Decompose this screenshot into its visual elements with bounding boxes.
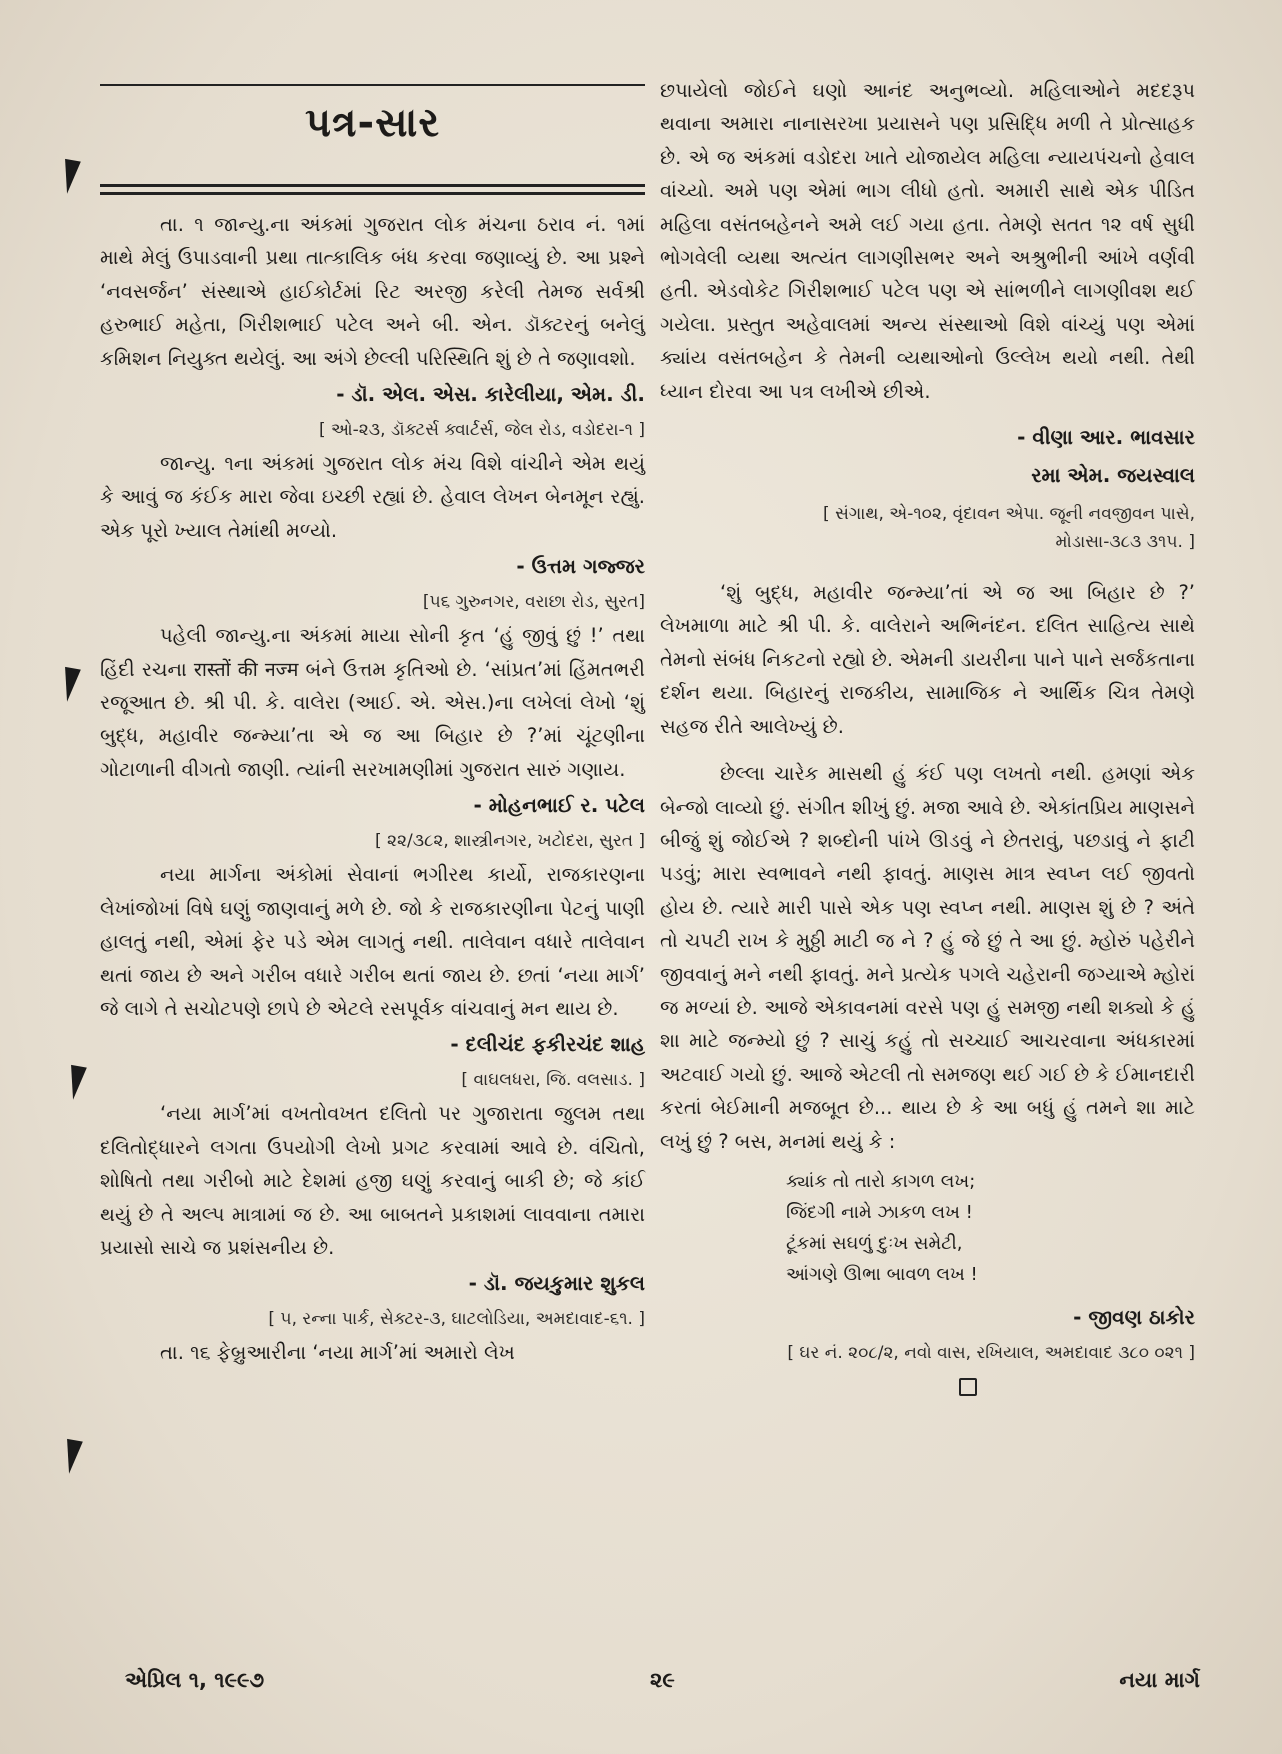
letter-signature: - વીણા આર. ભાવસાર [1017,425,1195,450]
letter-signature: - ડૉ. જયકુમાર શુકલ [468,1271,645,1296]
issue-date: એપ્રિલ ૧, ૧૯૯૭ [125,1668,265,1692]
letter [100,1097,645,1336]
letter-address: [ ઓ-૨૩, ડૉક્ટર્સ ક્વાર્ટર્સ, જેલ રોડ, વડોદરા-૧ ] [319,420,645,441]
letter-signature: - મોહનભાઈ ર. પટેલ [473,793,645,818]
left-column [100,208,645,1370]
end-mark-icon [959,1378,977,1396]
letter-body: છેલ્લા ચારેક માસથી હું કંઈ પણ લખતો નથી. હમણાં એક બેન્જો લાવ્યો છું. સંગીત શીખું છું. મજા આવે છે. એકાંતપ્રિય માણસને બીજું શું જોઈએ ? શબ્દોની પાંખે ઊડવું ને છેતરાવું, પછડાવું ને ફાટી પડવું; મારા સ્વભાવને નથી ફાવતું. માણસ માત્ર સ્વપ્ન લઈ જીવતો હોય છે. ત્યારે મારી પાસે એક પણ સ્વપ્ન નથી. માણસ શું છે ? અંતે તો ચપટી રાખ કે મુઠ્ઠી માટી જ ને ? હું જે છું તે આ છું. મ્હોરું પહેરીને જીવવાનું મને નથી ફાવતું. મને પ્રત્યેક પગલે ચહેરાની જગ્યાએ મ્હોરાં જ મળ્યાં છે. આજે એકાવનમાં વરસે પણ હું સમજી નથી શક્યો કે હું શા માટે જન્મ્યો છું ? સાચું કહું તો સચ્ચાઈ આચરવાના અંધકારમાં અટવાઈ ગયો છું. આજે એટલી તો સમજણ થઈ ગઈ છે કે ઈમાનદારી કરતાં બેઈમાની મજબૂત છે... થાય છે કે આ બધું હું તમને શા માટે લખું છું ? બસ, મનમાં થયું કે : [660,762,1195,1153]
letter-address: [ ઘર નં. ૨૦૮/૨, નવો વાસ, રખિયાલ, અમદાવાદ ૩૮૦ ૦૨૧ ] [787,1342,1195,1363]
letter-body: છપાયેલો જોઈને ઘણો આનંદ અનુભવ્યો. મહિલાઓને મદદરૂપ થવાના અમારા નાનાસરખા પ્રયાસને પણ પ્રસિદ્ધિ મળી તે પ્રોત્સાહક છે. એ જ અંકમાં વડોદરા ખાતે યોજાયેલ મહિલા ન્યાયપંચનો હેવાલ વાંચ્યો. અમે પણ એમાં ભાગ લીધો હતો. અમારી સાથે એક પીડિત મહિલા વસંતબહેનને અમે લઈ ગયા હતા. તેમણે સતત ૧૨ વર્ષ સુધી ભોગવેલી વ્યથા અત્યંત લાગણીસભર અને અશ્રુભીની આંખે વર્ણવી હતી. એડવોકેટ ગિરીશભાઈ પટેલ પણ એ સાંભળીને લાગણીવશ થઈ ગયેલા. પ્રસ્તુત અહેવાલમાં અન્ય સંસ્થાઓ વિશે વાંચ્યું પણ એમાં ક્યાંય વસંતબહેન કે તેમની વ્યથાઓનો ઉલ્લેખ થયો નથી. તેથી ધ્યાન દોરવા આ પત્ર લખીએ છીએ. [660,79,1195,403]
letter-body-continued: તા. ૧૬ ફેબ્રુઆરીના ‘નયા માર્ગ’માં અમારો લેખ [160,1341,515,1365]
header-rule-bottom [100,184,645,200]
letter-body: જાન્યુ. ૧ના અંકમાં ગુજરાત લોક મંચ વિશે વાંચીને એમ થયું કે આવું જ કંઈક મારા જેવા ઇચ્છી રહ્યાં છે. હેવાલ લેખન બેનમૂન રહ્યું. એક પૂરો ખ્યાલ તેમાંથી મળ્યો. [100,452,645,542]
letter-body: પહેલી જાન્યુ.ના અંકમાં માયા સોની કૃત ‘હું જીવું છું !’ તથા હિંદી રચના रास्तों की नज्म બંને ઉત્તમ કૃતિઓ છે. ‘સાંપ્રત’માં હિંમતભરી રજૂઆત છે. શ્રી પી. કે. વાલેરા (આઈ. એ. એસ.)ના લખેલાં લેખો ‘શું બુદ્ધ, મહાવીર જન્મ્યા’તા એ જ આ બિહાર છે ?’માં ચૂંટણીના ગોટાળાની વીગતો જાણી. ત્યાંની સરખામણીમાં ગુજરાત સારું ગણાય. [100,624,645,781]
letter-address: [૫૬ ગુરુનગર, વરાછા રોડ, સુરત] [422,592,645,613]
letter-body: નયા માર્ગના અંકોમાં સેવાનાં ભગીરથ કાર્યો, રાજકારણના લેખાંજોખાં વિષે ઘણું જાણવાનું મળે છે. જો કે રાજકારણીના પેટનું પાણી હાલતું નથી, એમાં ફેર પડે એમ લાગતું નથી. તાલેવાન વધારે તાલેવાન થતાં જાય છે અને ગરીબ વધારે ગરીબ થતાં જાય છે. છતાં ‘નયા માર્ગ’ જે લાગે તે સચોટપણે છાપે છે એટલે રસપૂર્વક વાંચવાનું મન થાય છે. [100,863,645,1020]
poem-line: ક્યાંક તો તારો કાગળ લખ; [786,1170,976,1192]
page-title: પત્ર-સાર [304,100,441,146]
letter-signature: - ડૉ. એલ. એસ. કારેલીયા, એમ. ડી. [336,382,645,407]
letter [100,447,645,619]
letter-address: [ ૨૨/૩૮૨, શાસ્ત્રીનગર, ખટોદરા, સુરત ] [375,831,645,852]
letter-signature: - જીવણ ઠાકોર [1073,1304,1195,1329]
right-column [660,74,1195,1396]
letter-address: [ ૫, રન્ના પાર્ક, સેક્ટર-૩, ઘાટલોડિયા, અમદાવાદ-૬૧. ] [268,1309,645,1330]
letter-body: તા. ૧ જાન્યુ.ના અંકમાં ગુજરાત લોક મંચના ઠરાવ નં. ૧માં માથે મેલું ઉપાડવાની પ્રથા તાત્કાલિક બંધ કરવા જણાવ્યું છે. આ પ્રશ્ને ‘નવસર્જન’ સંસ્થાએ હાઈકોર્ટમાં રિટ અરજી કરેલી તેમજ સર્વશ્રી હરુભાઈ મહેતા, ગિરીશભાઈ પટેલ અને બી. એન. ડૉક્ટરનું બનેલું કમિશન નિયુક્ત થયેલું. આ અંગે છેલ્લી પરિસ્થિતિ શું છે તે જણાવશો. [100,213,645,370]
letter-body: ‘નયા માર્ગ’માં વખતોવખત દલિતો પર ગુજારાતા જુલમ તથા દલિતોદ્ધારને લગતા ઉપયોગી લેખો પ્રગટ કરવામાં આવે છે. વંચિતો, શોષિતો તથા ગરીબો માટે દેશમાં હજી ઘણું કરવાનું બાકી છે; જે કાંઈ થયું છે તે અલ્પ માત્રામાં જ છે. આ બાબતને પ્રકાશમાં લાવવાના તમારા પ્રયાસો સાચે જ પ્રશંસનીય છે. [100,1102,645,1259]
letter-body: ‘શું બુદ્ધ, મહાવીર જન્મ્યા’તાં એ જ આ બિહાર છે ?’ લેખમાળા માટે શ્રી પી. કે. વાલેરાને અભિનંદન. દલિત સાહિત્ય સાથે તેમનો સંબંધ નિકટનો રહ્યો છે. એમની ડાયરીના પાને પાને સર્જકતાના દર્શન થયા. બિહારનું રાજકીય, સામાજિક ને આર્થિક ચિત્ર તેમણે સહજ રીતે આલેખ્યું છે. [660,581,1195,738]
letter [100,208,645,447]
letter [660,74,1195,556]
magazine-name: નયા માર્ગ [1119,1668,1200,1692]
letter-address: [ સંગાથ, એ-૧૦૨, વૃંદાવન એપા. જૂની નવજીવન પાસે, [823,504,1195,525]
page-number: ૨૯ [650,1668,675,1692]
letter-signature: રમા એમ. જયસ્વાલ [1031,463,1195,488]
poem-line: જિંદગી નામે ઝાકળ લખ ! [786,1201,973,1223]
letter [100,619,645,858]
letter [100,858,645,1097]
letter-signature: - દલીચંદ ફકીરચંદ શાહ [450,1032,645,1057]
page-footer [0,1668,1282,1698]
poem-line: આંગણે ઊભા બાવળ લખ ! [786,1263,978,1285]
letter [660,576,1195,743]
letter-signature: - ઉત્તમ ગજ્જર [516,554,645,579]
poem-line: ટૂંકમાં સઘળું દુઃખ સમેટી, [786,1232,963,1254]
poem [786,1166,1195,1290]
letter-address: [ વાઘલધરા, જિ. વલસાડ. ] [461,1070,645,1091]
header-rule-top [100,84,645,86]
letter-address: મોડાસા-૩૮૩ ૩૧૫. ] [1055,532,1195,553]
letter [660,757,1195,1396]
